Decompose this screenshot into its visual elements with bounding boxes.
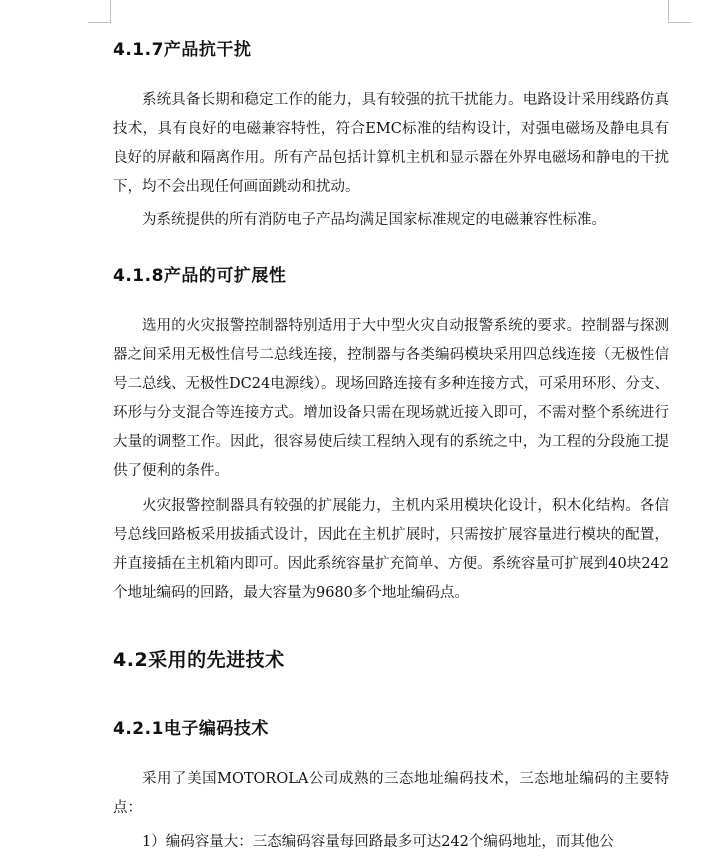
crop-mark-top-right [668,0,691,23]
heading-4-1-7: 4.1.7产品抗干扰 [113,40,252,60]
heading-4-2-1: 4.2.1电子编码技术 [113,719,269,739]
heading-4-1-8: 4.1.8产品的可扩展性 [113,266,287,286]
paragraph-4-1-8-1: 选用的火灾报警控制器特别适用于大中型火灾自动报警系统的要求。控制器与探测器之间采用无极性信号二总线连接，控制器与各类编码模块采用四总线连接（无极性信号二总线、无极性DC24电源线）。现场回路连接有多种连接方式，可采用环形、分支、环形与分支混合等连接方式。增加设备只需在现场就近接入即可，不需对整个系统进行大量的调整工作。因此，很容易使后续工程纳入现有的系统之中，为工程的分段施工提供了便利的条件。 [113,318,669,479]
paragraph-4-1-7-2: 为系统提供的所有消防电子产品均满足国家标准规定的电磁兼容性标准。 [142,212,606,228]
paragraph-4-1-7-1: 系统具备长期和稳定工作的能力，具有较强的抗干扰能力。电路设计采用线路仿真技术，具有良好的电磁兼容特性，符合EMC标准的结构设计，对强电磁场及静电具有良好的屏蔽和隔离作用。所有产品包括计算机主机和显示器在外界电磁场和静电的干扰下，均不会出现任何画面跳动和扰动。 [113,92,669,195]
paragraph-4-2-1-1: 采用了美国MOTOROLA公司成熟的三态地址编码技术，三态地址编码的主要特点： [113,771,669,816]
paragraph-4-1-8-2: 火灾报警控制器具有较强的扩展能力，主机内采用模块化设计，积木化结构。各信号总线回路板采用拔插式设计，因此在主机扩展时，只需按扩展容量进行模块的配置，并直接插在主机箱内即可。因此系统容量扩充简单、方便。系统容量可扩展到40块242个地址编码的回路，最大容量为9680多个地址编码点。 [113,498,669,601]
list-item-1: 1）编码容量大：三态编码容量每回路最多可达242个编码地址，而其他公 [142,834,614,850]
heading-4-2: 4.2采用的先进技术 [113,649,285,671]
crop-mark-top-left [88,0,111,23]
